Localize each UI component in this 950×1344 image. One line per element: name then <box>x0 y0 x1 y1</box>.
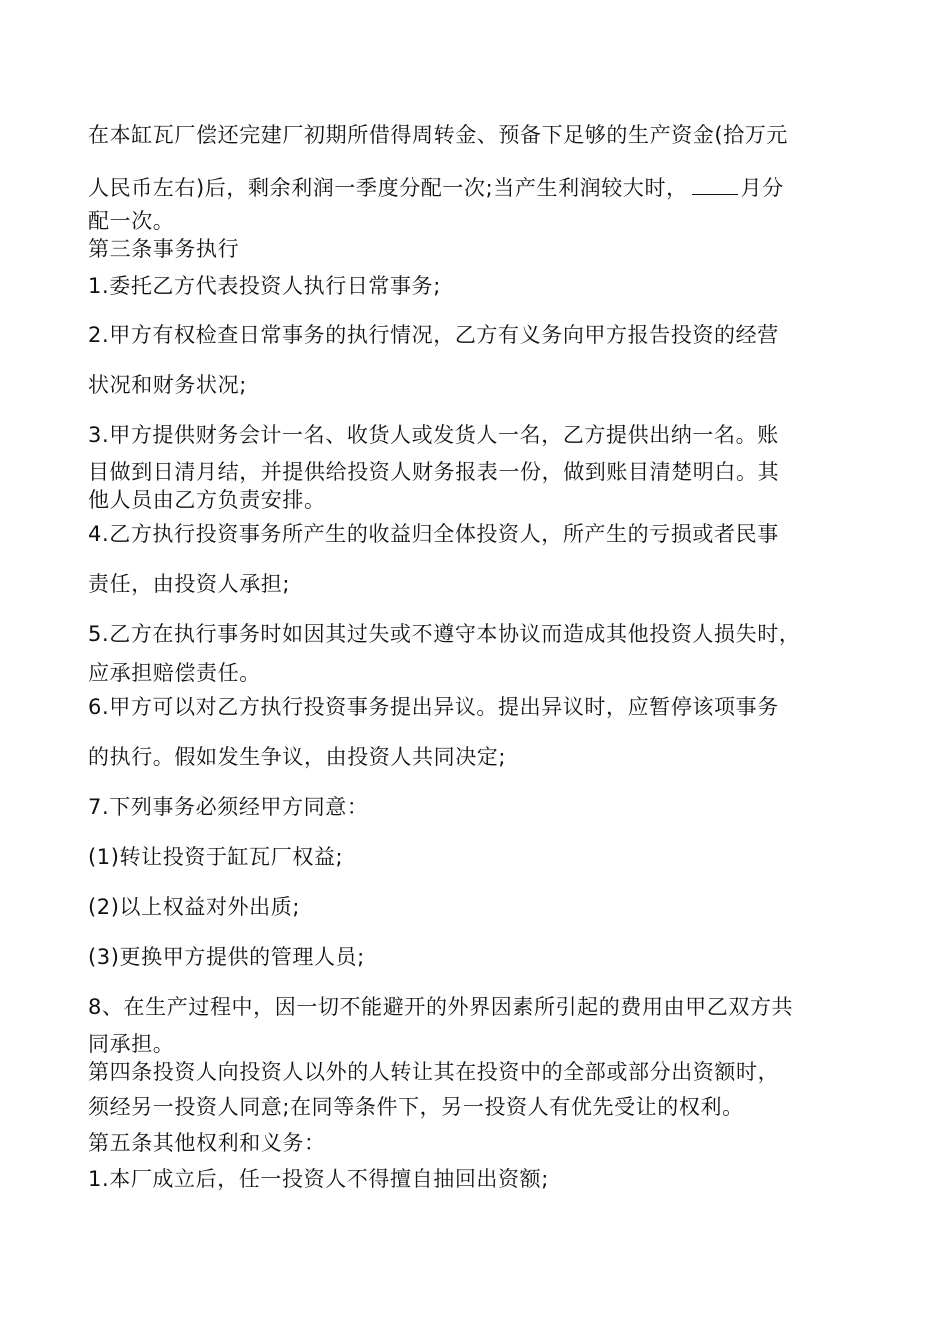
paragraph-line: 1.委托乙方代表投资人执行日常事务; <box>88 274 441 298</box>
paragraph-line: 2.甲方有权检查日常事务的执行情况，乙方有义务向甲方报告投资的经营 <box>88 323 779 347</box>
paragraph-line: 3.甲方提供财务会计一名、收货人或发货人一名，乙方提供出纳一名。账 <box>88 423 779 447</box>
paragraph-line: 在本缸瓦厂偿还完建厂初期所借得周转金、预备下足够的生产资金(拾万元 <box>88 123 788 147</box>
paragraph-line: 他人员由乙方负责安排。 <box>88 488 326 512</box>
paragraph-line: 7.下列事务必须经甲方同意： <box>88 795 369 819</box>
paragraph-line: (3)更换甲方提供的管理人员; <box>88 945 365 969</box>
paragraph-line: 配一次。 <box>88 209 175 233</box>
section-heading: 第三条事务执行 <box>88 237 240 261</box>
section-heading: 第五条其他权利和义务： <box>88 1131 326 1155</box>
paragraph-line: 应承担赔偿责任。 <box>88 661 261 685</box>
section-heading: 第四条投资人向投资人以外的人转让其在投资中的全部或部分出资额时， <box>88 1060 780 1084</box>
paragraph-line: (1)转让投资于缸瓦厂权益; <box>88 845 344 869</box>
paragraph-line: 同承担。 <box>88 1032 175 1056</box>
paragraph-line: (2)以上权益对外出质; <box>88 895 301 919</box>
paragraph-line: 的执行。假如发生争议，由投资人共同决定; <box>88 745 507 769</box>
paragraph-line: 8、在生产过程中，因一切不能避开的外界因素所引起的费用由甲乙双方共 <box>88 995 794 1019</box>
paragraph-line: 4.乙方执行投资事务所产生的收益归全体投资人，所产生的亏损或者民事 <box>88 522 779 546</box>
paragraph-text: 月分 <box>740 176 784 200</box>
fill-in-blank <box>692 176 738 195</box>
paragraph-line <box>88 175 878 201</box>
paragraph-line: 状况和财务状况; <box>88 373 247 397</box>
paragraph-line: 1.本厂成立后，任一投资人不得擅自抽回出资额; <box>88 1167 549 1191</box>
paragraph-line: 目做到日清月结，并提供给投资人财务报表一份，做到账目清楚明白。其 <box>88 460 780 484</box>
paragraph-line: 5.乙方在执行事务时如因其过失或不遵守本协议而造成其他投资人损失时， <box>88 622 801 646</box>
paragraph-text: 人民币左右)后，剩余利润一季度分配一次;当产生利润较大时， <box>88 176 688 200</box>
paragraph-line: 6.甲方可以对乙方执行投资事务提出异议。提出异议时，应暂停该项事务 <box>88 695 779 719</box>
paragraph-line: 须经另一投资人同意;在同等条件下，另一投资人有优先受让的权利。 <box>88 1095 744 1119</box>
paragraph-line: 责任，由投资人承担; <box>88 572 291 596</box>
